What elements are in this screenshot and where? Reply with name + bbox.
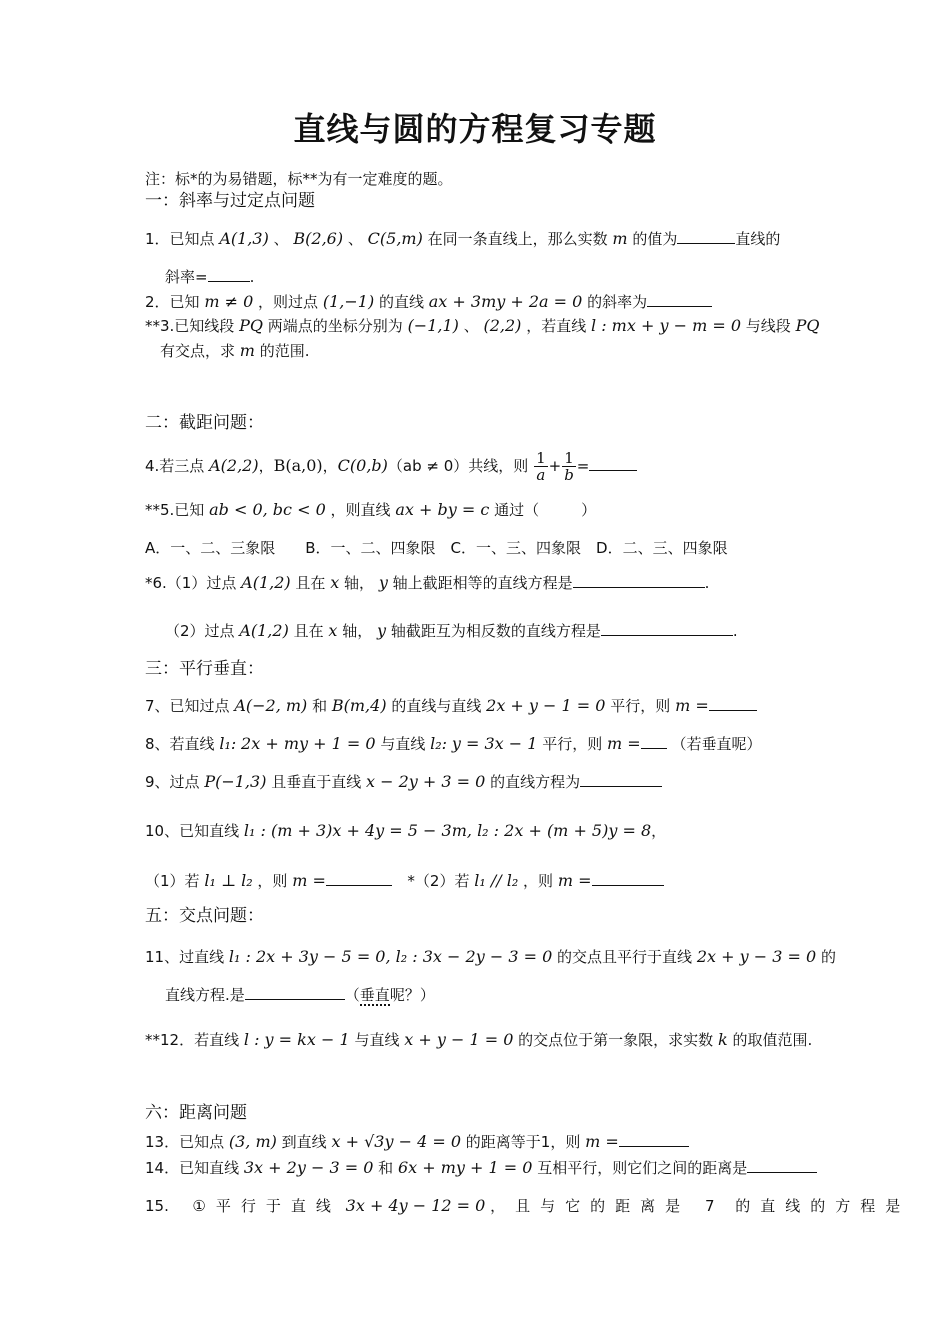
question-12: **12．若直线 l : y = kx − 1 与直线 x + y − 1 = 0 的交点位于第一象限，求实数 k 的取值范围. bbox=[145, 1030, 813, 1049]
answer-blank bbox=[747, 1158, 817, 1173]
question-14: 14．已知直线 3x + 2y − 3 = 0 和 6x + my + 1 = 0 互相平行，则它们之间的距离是 bbox=[145, 1157, 817, 1179]
page-title: 直线与圆的方程复习专题 bbox=[293, 110, 657, 148]
note: 注：标*的为易错题，标**为有一定难度的题。 bbox=[145, 170, 453, 188]
question-8: 8、若直线 l₁: 2x + my + 1 = 0 与直线 l₂: y = 3x − 1 平行，则 m = （若垂直呢） bbox=[145, 734, 762, 753]
question-11-line-2: 直线方程.是 （垂直呢？） bbox=[165, 986, 435, 1004]
answer-blank bbox=[245, 985, 345, 1000]
question-5: **5.已知 ab < 0, bc < 0 ，则直线 ax + by = c 通过（ ） bbox=[145, 500, 597, 519]
question-3: **3.已知线段 PQ 两端点的坐标分别为 (−1,1) 、 (2,2) ，若直线 l : mx + y − m = 0 与线段 PQ bbox=[145, 316, 820, 335]
section-heading-5: 五：交点问题： bbox=[145, 906, 264, 926]
fraction-1-over-b: $\frac{1}{b}$ bbox=[564, 449, 574, 484]
question-11: 11、过直线 l₁ : 2x + 3y − 5 = 0, l₂ : 3x − 2y − 3 = 0 的交点且平行于直线 2x + y − 3 = 0 的 bbox=[145, 947, 836, 966]
question-13: 13．已知点 (3, m) 到直线 x + √3y − 4 = 0 的距离等于1，则 m = bbox=[145, 1131, 689, 1153]
question-10: 10、已知直线 l₁ : (m + 3)x + 4y = 5 − 3m, l₂ : 2x + (m + 5)y = 8， bbox=[145, 821, 667, 840]
answer-blank bbox=[677, 229, 735, 244]
question-7: 7、已知过点 A(−2, m) 和 B(m,4) 的直线与直线 2x + y − 1 = 0 平行，则 m = bbox=[145, 695, 757, 717]
answer-blank bbox=[589, 456, 637, 471]
answer-blank bbox=[592, 871, 664, 886]
answer-blank bbox=[619, 1132, 689, 1147]
question-3-line-2: 有交点，求 m 的范围. bbox=[160, 341, 310, 360]
answer-blank bbox=[709, 696, 757, 711]
answer-blank bbox=[641, 734, 667, 749]
answer-blank bbox=[601, 621, 733, 636]
section-heading-1: 一：斜率与过定点问题 bbox=[145, 191, 315, 211]
answer-blank bbox=[647, 292, 712, 307]
question-9: 9、过点 P(−1,3) 且垂直于直线 x − 2y + 3 = 0 的直线方程为 bbox=[145, 771, 662, 793]
question-1-line-2: 斜率= . bbox=[165, 268, 255, 286]
question-5-options: A．一、二、三象限 B．一、二、四象限 C．一、三、四象限 D．二、三、四象限 bbox=[145, 539, 728, 557]
section-heading-2: 二：截距问题： bbox=[145, 413, 264, 433]
question-10-parts: （1）若 l₁ ⊥ l₂ ，则 m = *（2）若 l₁ // l₂ ，则 m = bbox=[145, 870, 664, 892]
answer-blank bbox=[326, 871, 392, 886]
fraction-1-over-a: $\frac{1}{a}$ bbox=[536, 449, 546, 484]
answer-blank bbox=[580, 772, 662, 787]
section-heading-3: 三：平行垂直： bbox=[145, 659, 264, 679]
question-6-part-2: （2）过点 A(1,2) 且在 x 轴， y 轴截距互为相反数的直线方程是 . bbox=[165, 621, 738, 640]
section-heading-6: 六：距离问题 bbox=[145, 1103, 247, 1123]
question-2: 2．已知 m ≠ 0 ，则过点 (1,−1) 的直线 ax + 3my + 2a = 0 的斜率为 bbox=[145, 291, 712, 313]
answer-blank bbox=[573, 573, 705, 588]
question-1: 1．已知点 A(1,3) 、 B(2,6) 、 C(5,m) 在同一条直线上，那么实数 m 的值为 直线的 bbox=[145, 229, 781, 248]
question-4: 4.若三点 A(2,2)，B(a,0)，C(0,b)（ab ≠ 0）共线，则 $\frac{1}{a}$ + $\frac{1}{b}$ = bbox=[145, 450, 637, 483]
answer-blank bbox=[208, 267, 250, 282]
question-15: 15. ①平行于直线 3x + 4y − 12 = 0 ，且与它的距离是 7 的直线的方程是 bbox=[145, 1196, 911, 1215]
question-6-part-1: *6.（1）过点 A(1,2) 且在 x 轴， y 轴上截距相等的直线方程是 . bbox=[145, 573, 710, 592]
